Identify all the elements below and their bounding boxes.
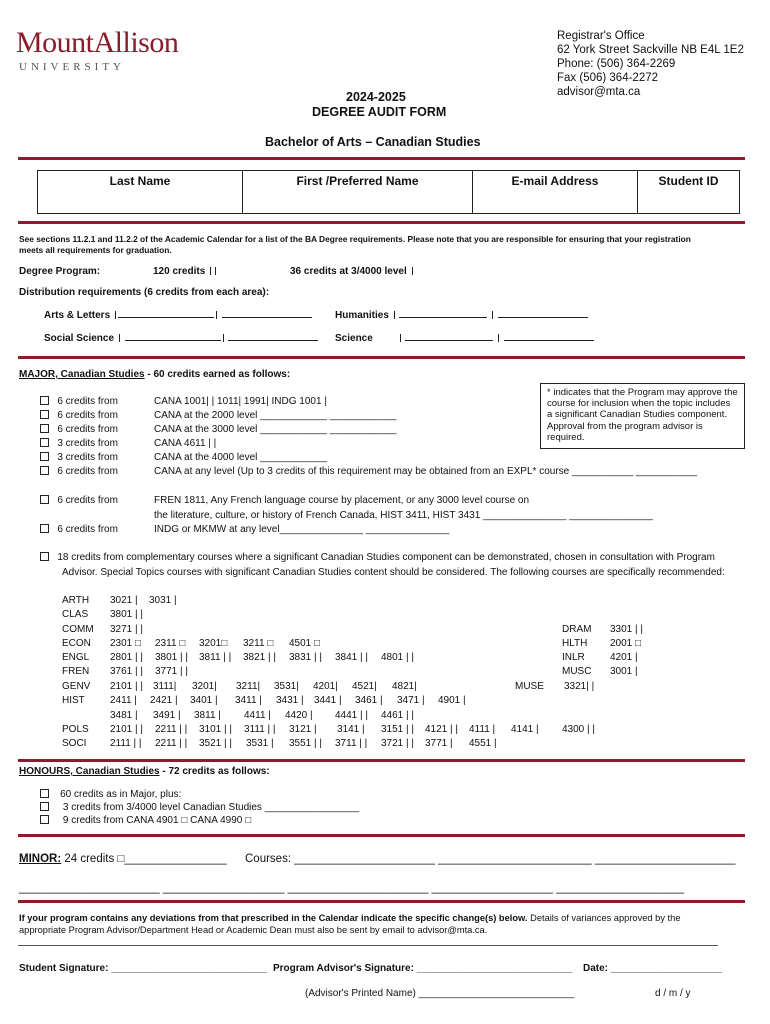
course-code[interactable]: 4300 | |	[562, 724, 595, 735]
course-code[interactable]: 2001 □	[610, 638, 642, 649]
email-cell[interactable]	[473, 171, 638, 214]
course-code[interactable]: 3111|	[153, 681, 177, 692]
note-line: See sections 11.2.1 and 11.2.2 of the Academic Calendar for a list of the BA Degree requirements. Please note that you are responsible for ensuring that your registration	[19, 234, 691, 244]
university-logo-sub: UNIVERSITY	[19, 61, 125, 73]
last-name-label: Last Name	[109, 174, 171, 188]
checkbox[interactable]	[40, 789, 49, 798]
course-code[interactable]: 3401 |	[190, 695, 218, 706]
honours-title-text: HONOURS, Canadian Studies	[19, 766, 160, 777]
major-title	[19, 369, 290, 380]
course-code[interactable]: 4801 | |	[381, 652, 414, 663]
row-detail: CANA 4611 | |	[154, 438, 217, 449]
course-code[interactable]: 3461 |	[355, 695, 383, 706]
student-id-cell[interactable]	[638, 171, 740, 214]
course-subject: ENGL	[62, 652, 90, 663]
indg-row[interactable]	[40, 524, 118, 535]
course-subject: INLR	[562, 652, 585, 663]
row-credits: 3 credits from	[57, 438, 118, 449]
row-credits: 6 credits from	[57, 524, 118, 535]
course-code[interactable]: 3321| |	[564, 681, 595, 692]
course-code[interactable]: 4551 |	[469, 738, 497, 749]
degree-program-label: Degree Program:	[19, 266, 101, 277]
office-line: Registrar's Office	[557, 30, 645, 42]
course-code[interactable]: 3021 |	[110, 595, 138, 606]
course-code[interactable]: 4411 |	[244, 710, 271, 721]
credits-36[interactable]	[290, 266, 415, 277]
french-row[interactable]	[40, 495, 118, 506]
course-code[interactable]: 3211 □	[243, 638, 274, 649]
course-code[interactable]: 3441 |	[314, 695, 342, 706]
course-code[interactable]: 3761 | |	[110, 666, 143, 677]
advisor-printed-name[interactable]: (Advisor's Printed Name) ____________________________	[305, 988, 575, 999]
credits-120-label: 120 credits	[153, 266, 206, 277]
arts-letters-label: Arts & Letters	[44, 310, 111, 321]
email-label: E-mail Address	[511, 174, 599, 188]
checkbox[interactable]	[40, 452, 49, 461]
course-code[interactable]: 4420 |	[285, 710, 313, 721]
deviation-bold: If your program contains any deviations from that prescribed in the Calendar indicate the specific change(s) below.	[19, 913, 528, 923]
honours-row[interactable]	[40, 802, 359, 813]
course-code[interactable]: 2101 | |	[110, 681, 143, 692]
course-code[interactable]: 2301 □	[110, 638, 142, 649]
course-code[interactable]: 3301 | |	[610, 624, 643, 635]
course-code[interactable]: 2211 | |	[155, 724, 188, 735]
office-line: Phone: (506) 364-2269	[557, 58, 676, 70]
credits-120[interactable]	[153, 266, 218, 277]
science-label: Science	[335, 333, 373, 344]
date-format: d / m / y	[655, 988, 691, 999]
course-subject: POLS	[62, 724, 89, 735]
honours-row[interactable]	[40, 815, 251, 826]
row-detail: CANA at the 3000 level ____________ ____________	[154, 424, 397, 435]
honours-title	[19, 766, 270, 777]
first-name-cell[interactable]	[243, 171, 473, 214]
office-address	[557, 29, 744, 99]
course-subject: COMM	[62, 624, 94, 635]
course-code[interactable]: 3141 |	[337, 724, 365, 735]
checkbox[interactable]	[40, 410, 49, 419]
checkbox[interactable]	[40, 424, 49, 433]
last-name-cell[interactable]	[38, 171, 243, 214]
student-info-table	[37, 170, 740, 214]
course-code[interactable]: 4901 |	[438, 695, 466, 706]
course-code[interactable]: 4111 |	[469, 724, 496, 735]
indg-detail: INDG or MKMW at any level_______________ _______________	[154, 524, 450, 535]
complementary-text-2: Advisor. Special Topics courses with significant Canadian Studies content should be considered. The following courses are specifically recommended:	[62, 567, 725, 578]
course-code[interactable]: 3721 | |	[381, 738, 414, 749]
course-code[interactable]: 4461 | |	[381, 710, 414, 721]
course-code[interactable]: 3201|	[192, 681, 217, 692]
social-science-row[interactable]	[44, 333, 318, 344]
course-subject: DRAM	[562, 624, 592, 635]
row-detail: CANA 1001| | 1011| 1991| INDG 1001 |	[154, 396, 327, 407]
course-code[interactable]: 3431 |	[276, 695, 304, 706]
french-detail: FREN 1811, Any French language course by placement, or any 3000 level course on	[154, 495, 530, 506]
row-credits: 6 credits from	[57, 396, 118, 407]
french-detail-2: the literature, culture, or history of French Canada, HIST 3411, HIST 3431 _______________ _______________	[154, 510, 653, 521]
row-detail: CANA at any level (Up to 3 credits of this requirement may be obtained from an EXPL* course ___________ ___________	[154, 466, 698, 477]
course-code[interactable]: 4441 | |	[335, 710, 368, 721]
row-credits: 6 credits from	[57, 466, 118, 477]
checkbox[interactable]	[40, 438, 49, 447]
course-code[interactable]: 3801 | |	[110, 609, 143, 620]
course-subject: ECON	[62, 638, 91, 649]
course-code[interactable]: 3471 |	[397, 695, 425, 706]
course-code[interactable]: 3831 | |	[289, 652, 322, 663]
course-code[interactable]: 3211|	[236, 681, 261, 692]
note-line: meets all requirements for graduation.	[19, 245, 172, 255]
course-code[interactable]: 3811 |	[194, 710, 221, 721]
major-row[interactable]	[40, 438, 118, 449]
course-code[interactable]: 3411 |	[235, 695, 262, 706]
course-code[interactable]: 3551 | |	[289, 738, 322, 749]
complementary-row[interactable]	[40, 552, 715, 563]
course-code[interactable]: 3491 |	[153, 710, 181, 721]
office-line: Fax (506) 364-2272	[557, 72, 659, 84]
row-credits: 6 credits from	[57, 410, 118, 421]
checkbox[interactable]	[40, 802, 49, 811]
course-code[interactable]: 3531 |	[246, 738, 274, 749]
course-code[interactable]: 3521 | |	[199, 738, 232, 749]
course-subject: FREN	[62, 666, 90, 677]
course-code[interactable]: 2421 |	[150, 695, 178, 706]
honours-row[interactable]	[40, 789, 181, 800]
course-code[interactable]: 4201 |	[610, 652, 638, 663]
form-year: 2024-2025	[346, 90, 406, 104]
program-title: Bachelor of Arts – Canadian Studies	[265, 135, 481, 149]
student-id-label: Student ID	[658, 174, 719, 188]
course-code[interactable]: 3711 | |	[335, 738, 368, 749]
row-credits: 3 credits from	[57, 452, 118, 463]
office-line: advisor@mta.ca	[557, 86, 641, 98]
row-credits: 6 credits from	[57, 495, 118, 506]
form-title: DEGREE AUDIT FORM	[312, 105, 447, 119]
distribution-title: Distribution requirements (6 credits from each area):	[19, 287, 270, 298]
checkbox[interactable]	[40, 815, 49, 824]
university-logo: MountAllison	[16, 26, 179, 59]
course-code[interactable]: 2411 |	[110, 695, 137, 706]
arts-letters-row[interactable]	[44, 310, 312, 321]
course-code[interactable]: 3801 | |	[155, 652, 188, 663]
course-subject: ARTH	[62, 595, 90, 606]
course-code[interactable]: 3201□	[199, 638, 228, 649]
major-title-text: MAJOR, Canadian Studies	[19, 369, 145, 380]
honours-text: 60 credits as in Major, plus:	[60, 789, 182, 800]
course-code[interactable]: 3811 | |	[199, 652, 232, 663]
course-code[interactable]: 3481 |	[110, 710, 138, 721]
deviation-note	[19, 912, 680, 936]
course-code[interactable]: 2801 | |	[110, 652, 143, 663]
course-code[interactable]: 2211 | |	[155, 738, 188, 749]
course-code[interactable]: 3271 | |	[110, 624, 143, 635]
requirements-note	[19, 234, 691, 256]
humanities-row[interactable]	[335, 310, 588, 321]
checkbox[interactable]	[40, 495, 49, 504]
major-row[interactable]	[40, 466, 118, 477]
course-code[interactable]: 3841 | |	[335, 652, 368, 663]
checkbox[interactable]	[40, 466, 49, 475]
course-subject: CLAS	[62, 609, 89, 620]
date-label: Date: ____________________	[583, 963, 723, 974]
date-field[interactable]	[583, 963, 722, 974]
course-subject: HIST	[62, 695, 85, 706]
course-code[interactable]: 3151 | |	[381, 724, 414, 735]
major-row[interactable]	[40, 410, 118, 421]
course-subject: SOCI	[62, 738, 87, 749]
row-detail: CANA at the 4000 level ____________	[154, 452, 327, 463]
major-title-suffix: - 60 credits earned as follows:	[144, 369, 291, 380]
honours-text: 9 credits from CANA 4901 □ CANA 4990 □	[62, 815, 252, 826]
office-line: 62 York Street Sackville NB E4L 1E2	[557, 44, 744, 56]
major-row[interactable]	[40, 424, 118, 435]
course-subject: MUSC	[562, 666, 592, 677]
course-code[interactable]: 4501 □	[289, 638, 321, 649]
course-code[interactable]: 3771 |	[425, 738, 453, 749]
course-code[interactable]: 4121 | |	[425, 724, 458, 735]
course-code[interactable]: 3001 |	[610, 666, 638, 677]
honours-title-suffix: - 72 credits as follows:	[159, 766, 270, 777]
deviation-line[interactable]	[18, 945, 718, 946]
checkbox[interactable]	[40, 524, 49, 533]
course-code[interactable]: 2111 | |	[110, 738, 142, 749]
course-code[interactable]: 3771 | |	[155, 666, 188, 677]
course-code[interactable]: 3101 | |	[199, 724, 232, 735]
course-subject: GENV	[62, 681, 91, 692]
checkbox[interactable]	[40, 396, 49, 405]
course-code[interactable]: 3031 |	[149, 595, 177, 606]
row-detail: CANA at the 2000 level ____________ ____________	[154, 410, 397, 421]
row-credits: 6 credits from	[57, 424, 118, 435]
major-row[interactable]	[40, 452, 118, 463]
deviation-rest: Details of variances approved by the	[527, 913, 681, 923]
social-science-label: Social Science	[44, 333, 115, 344]
minor-courses[interactable]: Courses: ______________________ ________________________ ______________________	[245, 853, 736, 865]
minor-row[interactable]	[19, 853, 227, 865]
course-code[interactable]: 2311 □	[155, 638, 186, 649]
checkbox[interactable]	[40, 552, 49, 561]
science-row[interactable]	[335, 333, 594, 344]
first-name-label: First /Preferred Name	[296, 174, 419, 188]
credits-36-label: 36 credits at 3/4000 level	[290, 266, 407, 277]
course-subject: MUSE	[515, 681, 544, 692]
student-signature[interactable]: Student Signature: ____________________________	[19, 963, 267, 974]
course-code[interactable]: 4141 |	[511, 724, 539, 735]
minor-title: MINOR:	[19, 853, 62, 865]
course-code[interactable]: 3531|	[274, 681, 299, 692]
course-code[interactable]: 4201|	[313, 681, 338, 692]
course-code[interactable]: 3111 | |	[244, 724, 276, 735]
course-code[interactable]: 4821|	[392, 681, 417, 692]
complementary-text: 18 credits from complementary courses where a significant Canadian Studies component can be demonstrated, chosen in consultation with Program	[57, 552, 715, 563]
deviation-line2: appropriate Program Advisor/Department Head or Academic Dean must also be sent by email to advisor@mta.ca.	[19, 925, 488, 935]
course-code[interactable]: 3821 | |	[243, 652, 276, 663]
course-subject: HLTH	[562, 638, 588, 649]
minor-credits: 24 credits □________________	[61, 853, 227, 865]
course-code[interactable]: 4521|	[352, 681, 377, 692]
humanities-label: Humanities	[335, 310, 389, 321]
major-row[interactable]	[40, 396, 118, 407]
course-code[interactable]: 3121 |	[289, 724, 317, 735]
honours-text: 3 credits from 3/4000 level Canadian Studies _________________	[62, 802, 360, 813]
minor-courses-line2[interactable]: ______________________ ___________________ ______________________ ___________________ ____________________	[19, 882, 685, 894]
course-code[interactable]: 2101 | |	[110, 724, 143, 735]
major-approval-note: * indicates that the Program may approve the course for inclusion when the topic includes a significant Canadian Studies component. Approval from the program advisor is required.	[540, 383, 745, 449]
advisor-signature[interactable]: Program Advisor's Signature: ____________________________	[273, 963, 573, 974]
